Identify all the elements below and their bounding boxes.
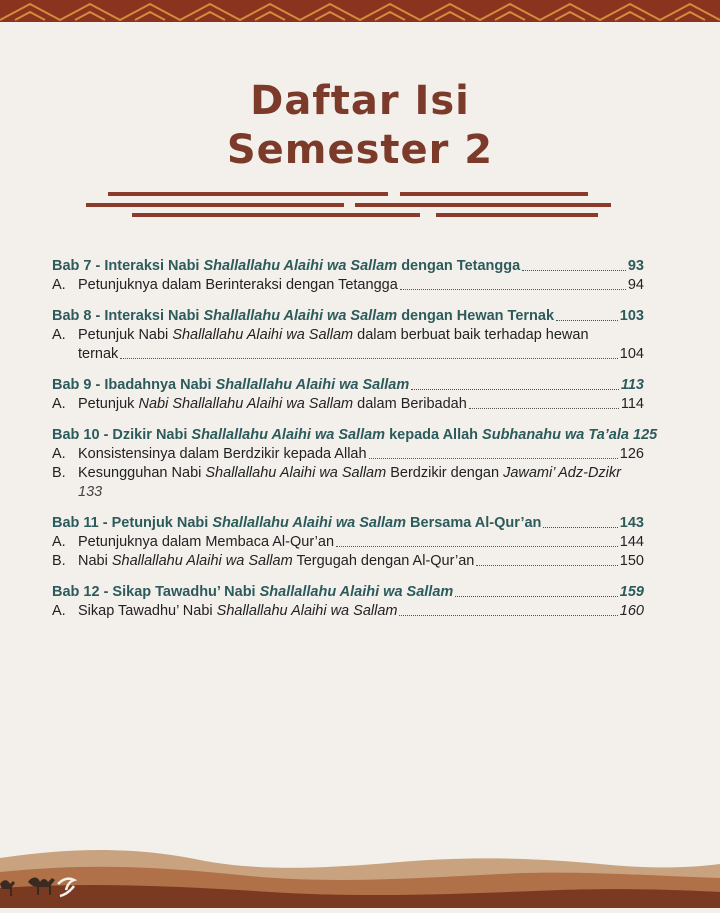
page-subtitle: Semester 2 (226, 127, 494, 173)
top-decorative-band (0, 0, 720, 22)
title-divider (355, 203, 611, 207)
title-divider (132, 213, 420, 217)
toc-chapter-9[interactable]: Bab 9 - Ibadahnya Nabi Shallallahu Alaihi wa Sallam 113 (52, 377, 644, 393)
toc-chapter-10[interactable]: Bab 10 - Dzikir Nabi Shallallahu Alaihi wa Sallam kepada Allah Subhanahu wa Ta’ala 125 (52, 427, 658, 443)
toc-entry[interactable]: A. Sikap Tawadhu’ Nabi Shallallahu Alaihi wa Sallam 160 (52, 603, 644, 619)
page-title: Daftar Isi (250, 78, 470, 124)
toc-entry[interactable]: A. Petunjuknya dalam Berinteraksi dengan Tetangga 94 (52, 277, 644, 293)
toc-entry[interactable]: A. Petunjuk Nabi Shallallahu Alaihi wa Sallam dalam Beribadah 114 (52, 396, 644, 412)
toc-entry[interactable]: B. Kesungguhan Nabi Shallallahu Alaihi wa Sallam Berdzikir dengan Jawami’ Adz-Dzikr 133 (52, 465, 621, 500)
toc-chapter-7[interactable]: Bab 7 - Interaksi Nabi Shallallahu Alaihi wa Sallam dengan Tetangga 93 (52, 258, 644, 274)
title-divider (108, 192, 388, 196)
toc-entry[interactable]: A. Petunjuknya dalam Membaca Al-Qur’an 144 (52, 534, 644, 550)
toc-chapter-12[interactable]: Bab 12 - Sikap Tawadhu’ Nabi Shallallahu Alaihi wa Sallam 159 (52, 584, 644, 600)
toc-entry[interactable]: B. Nabi Shallallahu Alaihi wa Sallam Tergugah dengan Al-Qur’an 150 (52, 553, 644, 569)
bottom-desert-illustration (0, 838, 720, 908)
table-of-contents (52, 257, 658, 621)
toc-chapter-8[interactable]: Bab 8 - Interaksi Nabi Shallallahu Alaihi wa Sallam dengan Hewan Ternak 103 (52, 308, 644, 324)
toc-chapter-11[interactable]: Bab 11 - Petunjuk Nabi Shallallahu Alaihi wa Sallam Bersama Al-Qur’an 143 (52, 515, 644, 531)
title-divider (86, 203, 344, 207)
toc-entry[interactable]: A. Konsistensinya dalam Berdzikir kepada Allah 126 (52, 446, 644, 462)
toc-entry[interactable]: A. Petunjuk Nabi Shallallahu Alaihi wa Sallam dalam berbuat baik terhadap hewan ternak 104 (52, 327, 644, 362)
title-divider (400, 192, 588, 196)
title-divider (436, 213, 598, 217)
